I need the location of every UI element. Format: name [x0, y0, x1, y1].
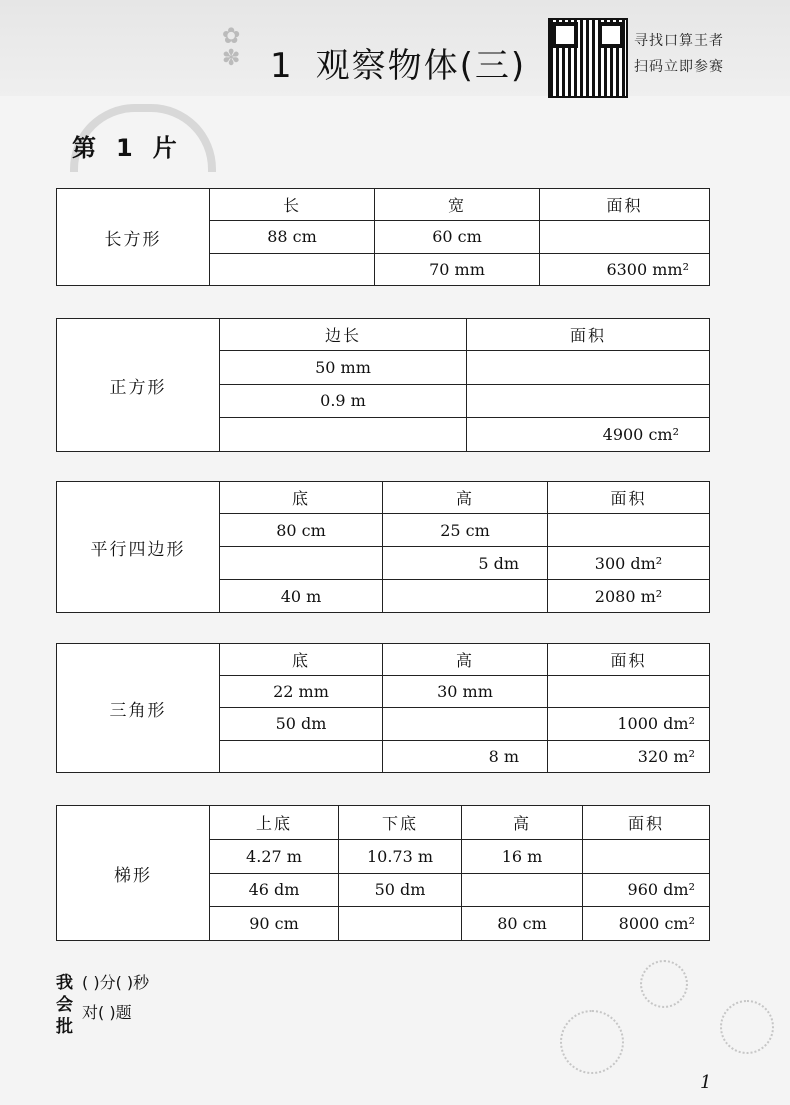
- score-label-hui: 会: [56, 995, 73, 1015]
- cell: [339, 907, 462, 941]
- section-pian: 片: [152, 134, 177, 162]
- score-label-pi: 批: [56, 1017, 73, 1037]
- cell: 16 m: [462, 840, 583, 874]
- cell: 4.27 m: [210, 840, 339, 874]
- cell: 80 cm: [220, 514, 383, 547]
- cell: [210, 253, 375, 286]
- lesson-title-text: 观察物体(三): [315, 46, 527, 86]
- shape-name: 平行四边形: [57, 482, 220, 613]
- shape-name: 正方形: [57, 319, 220, 452]
- cell: 40 m: [220, 580, 383, 613]
- cell: 80 cm: [462, 907, 583, 941]
- cell: 60 cm: [375, 221, 540, 254]
- cell: 46 dm: [210, 873, 339, 907]
- lesson-number: 1: [270, 46, 294, 86]
- cell: 88 cm: [210, 221, 375, 254]
- col-header: 长: [210, 189, 375, 221]
- cell: 320 m²: [548, 740, 710, 772]
- cell: 10.73 m: [339, 840, 462, 874]
- qr-code-icon[interactable]: [548, 18, 628, 98]
- cell: 70 mm: [375, 253, 540, 286]
- cell: 960 dm²: [583, 873, 710, 907]
- col-header: 下底: [339, 806, 462, 840]
- col-header: 面积: [548, 644, 710, 676]
- cell: 0.9 m: [220, 384, 467, 418]
- cell: [548, 676, 710, 708]
- cell: [220, 547, 383, 580]
- parallelogram-table: [56, 481, 710, 613]
- cell: [383, 708, 548, 740]
- section-di: 第: [72, 134, 96, 162]
- page-number: 1: [700, 1072, 712, 1093]
- cell: 5 dm: [383, 547, 548, 580]
- cell: [383, 580, 548, 613]
- col-header: 面积: [540, 189, 710, 221]
- col-header: 边长: [220, 319, 467, 351]
- col-header: 面积: [548, 482, 710, 514]
- cell: 50 mm: [220, 351, 467, 385]
- col-header: 面积: [467, 319, 710, 351]
- lesson-title: [270, 38, 526, 87]
- score-label-wo: 我: [56, 973, 73, 993]
- cell: 50 dm: [220, 708, 383, 740]
- cell: [467, 384, 710, 418]
- col-header: 高: [383, 482, 548, 514]
- section-label: [72, 128, 177, 163]
- cell: 2080 m²: [548, 580, 710, 613]
- cell: [540, 221, 710, 254]
- cell: [467, 351, 710, 385]
- trapezoid-table: [56, 805, 710, 941]
- flower-decoration: [720, 1000, 774, 1054]
- cell: [548, 514, 710, 547]
- col-header: 面积: [583, 806, 710, 840]
- col-header: 高: [383, 644, 548, 676]
- cell: 4900 cm²: [467, 418, 710, 452]
- rectangle-table: [56, 188, 710, 286]
- cell: 22 mm: [220, 676, 383, 708]
- shape-name: 三角形: [57, 644, 220, 773]
- flower-decoration: ✿ ✽: [222, 24, 241, 71]
- cell: 50 dm: [339, 873, 462, 907]
- col-header: 宽: [375, 189, 540, 221]
- cell: [462, 873, 583, 907]
- square-table: [56, 318, 710, 452]
- col-header: 上底: [210, 806, 339, 840]
- cell: [220, 740, 383, 772]
- shape-name: 梯形: [57, 806, 210, 941]
- flower-decoration: [640, 960, 688, 1008]
- correct-count-blank[interactable]: 对( )题: [82, 1003, 132, 1022]
- cell: 30 mm: [383, 676, 548, 708]
- time-blank[interactable]: ( )分( )秒: [82, 973, 150, 992]
- flower-decoration: [560, 1010, 624, 1074]
- shape-name: 长方形: [57, 189, 210, 286]
- cell: 6300 mm²: [540, 253, 710, 286]
- col-header: 高: [462, 806, 583, 840]
- col-header: 底: [220, 482, 383, 514]
- cell: 1000 dm²: [548, 708, 710, 740]
- cell: [220, 418, 467, 452]
- cell: 8000 cm²: [583, 907, 710, 941]
- qr-note-line2: 扫码立即参赛: [634, 59, 724, 75]
- col-header: 底: [220, 644, 383, 676]
- triangle-table: [56, 643, 710, 773]
- section-num: 1: [116, 134, 133, 162]
- cell: [583, 840, 710, 874]
- cell: 25 cm: [383, 514, 548, 547]
- cell: 300 dm²: [548, 547, 710, 580]
- qr-note-line1: 寻找口算王者: [634, 33, 724, 49]
- cell: 8 m: [383, 740, 548, 772]
- cell: 90 cm: [210, 907, 339, 941]
